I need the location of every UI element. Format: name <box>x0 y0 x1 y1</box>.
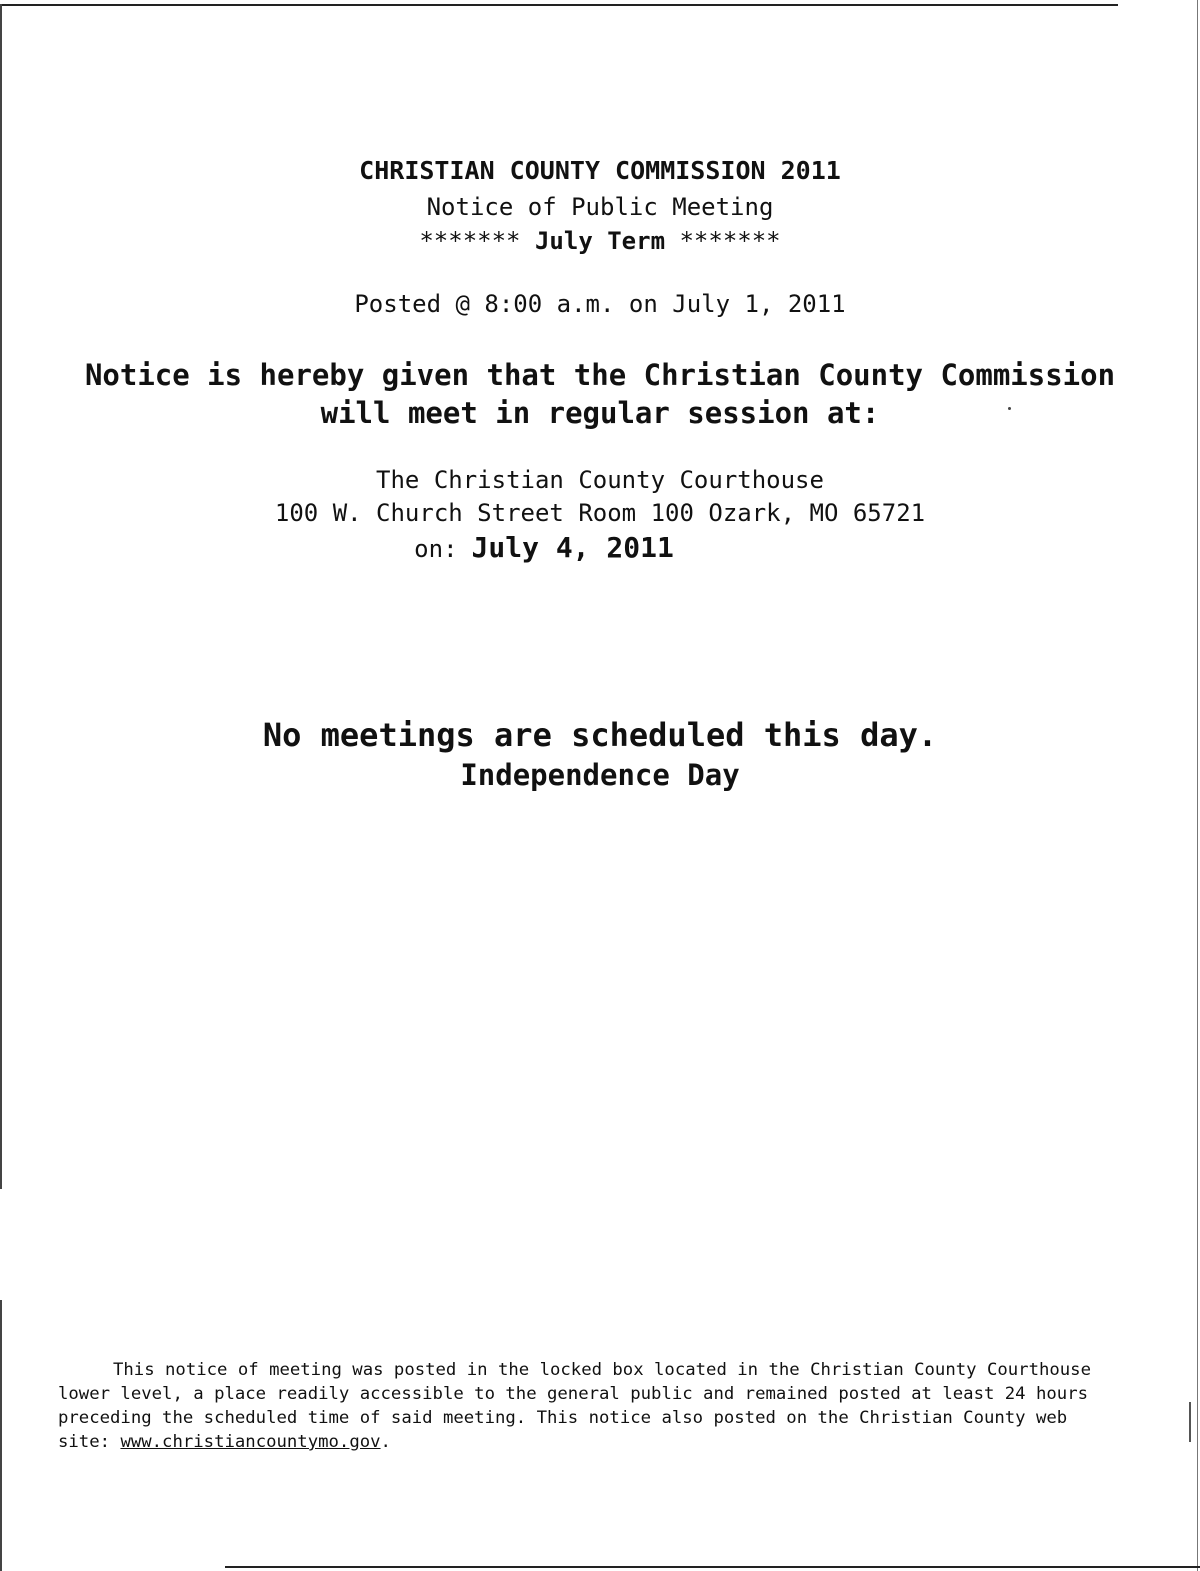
scan-border-bottom <box>225 1566 1200 1568</box>
scan-border-top <box>0 4 1118 6</box>
term-line <box>0 227 1200 255</box>
document-title: CHRISTIAN COUNTY COMMISSION 2011 <box>359 156 841 185</box>
term-stars-left: ******* <box>419 227 521 255</box>
posting-statement <box>58 1358 1138 1454</box>
location-address: 100 W. Church Street Room 100 Ozark, MO 65721 <box>274 499 926 527</box>
on-label: on: <box>414 535 458 563</box>
scan-border-left-lower <box>0 1300 2 1571</box>
site-label: site: <box>58 1432 111 1452</box>
document-subtitle: Notice of Public Meeting <box>426 193 774 221</box>
footer-line-1: This notice of meeting was posted in the locked box located in the Christian County Courthouse <box>113 1360 1091 1380</box>
no-meetings-message: No meetings are scheduled this day. <box>262 716 938 754</box>
footer-line-4 <box>58 1430 1138 1454</box>
holiday-name: Independence Day <box>460 758 740 792</box>
scan-mark <box>1189 1402 1191 1442</box>
notice-line-1: Notice is hereby given that the Christian County Commission <box>84 358 1116 392</box>
meeting-date-line <box>0 531 1144 564</box>
website-link[interactable]: www.christiancountymo.gov <box>120 1432 381 1452</box>
posted-line: Posted @ 8:00 a.m. on July 1, 2011 <box>354 290 846 318</box>
site-end: . <box>380 1432 391 1452</box>
footer-line-3: preceding the scheduled time of said meeting. This notice also posted on the Christian County web <box>58 1408 1068 1428</box>
meeting-date: July 4, 2011 <box>471 531 674 564</box>
location-name: The Christian County Courthouse <box>376 466 824 494</box>
notice-line-2: will meet in regular session at: <box>320 396 880 430</box>
term-label: July Term <box>534 227 666 255</box>
footer-line-2: lower level, a place readily accessible to the general public and remained posted at least 24 hours <box>58 1384 1089 1404</box>
term-stars-right: ******* <box>679 227 781 255</box>
